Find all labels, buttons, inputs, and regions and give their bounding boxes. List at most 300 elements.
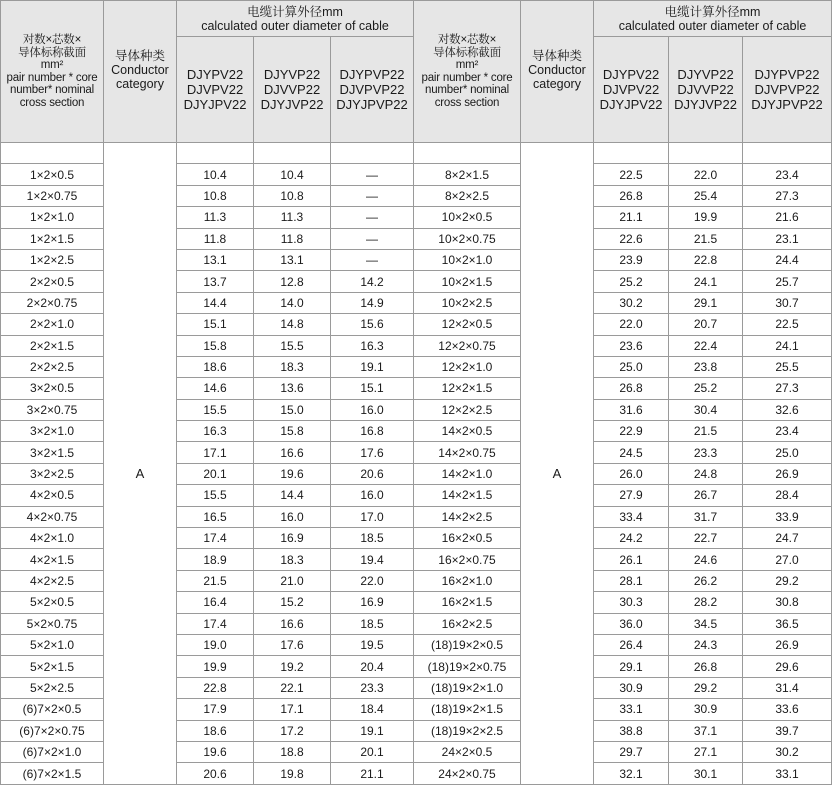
right-spec-cell: (18)19×2×0.75 <box>414 656 521 677</box>
left-diameter-b-cell: 16.9 <box>254 528 331 549</box>
left-spec-cell: 5×2×0.75 <box>1 613 104 634</box>
header-line: 导体标称截面 <box>18 46 86 59</box>
left-diameter-b-cell: 19.6 <box>254 463 331 484</box>
right-diameter-b-cell: 31.7 <box>669 506 743 527</box>
spacer-cell <box>414 143 521 164</box>
header-line: DJYPVP22 <box>339 67 405 82</box>
header-pair-core-right <box>414 1 521 143</box>
header-diameter-group-right <box>594 1 832 37</box>
left-diameter-c-cell: 16.8 <box>331 421 414 442</box>
right-spec-cell: 14×2×1.5 <box>414 485 521 506</box>
right-diameter-a-cell: 26.1 <box>594 549 669 570</box>
right-diameter-c-cell: 36.5 <box>743 613 832 634</box>
right-diameter-a-cell: 22.9 <box>594 421 669 442</box>
right-diameter-a-cell: 31.6 <box>594 399 669 420</box>
right-diameter-c-cell: 32.6 <box>743 399 832 420</box>
left-spec-cell: 3×2×0.75 <box>1 399 104 420</box>
left-diameter-a-cell: 15.8 <box>177 335 254 356</box>
left-diameter-b-cell: 15.2 <box>254 592 331 613</box>
right-spec-cell: 14×2×0.5 <box>414 421 521 442</box>
right-diameter-a-cell: 22.5 <box>594 164 669 185</box>
header-conductor-right <box>521 1 594 143</box>
left-spec-cell: 2×2×1.0 <box>1 314 104 335</box>
left-spec-cell: 1×2×0.75 <box>1 185 104 206</box>
left-diameter-b-cell: 18.8 <box>254 741 331 762</box>
right-diameter-b-cell: 20.7 <box>669 314 743 335</box>
left-diameter-c-cell: 23.3 <box>331 677 414 698</box>
right-diameter-a-cell: 29.7 <box>594 741 669 762</box>
right-spec-cell: (18)19×2×2.5 <box>414 720 521 741</box>
right-diameter-b-cell: 28.2 <box>669 592 743 613</box>
left-diameter-b-cell: 17.2 <box>254 720 331 741</box>
spacer-cell <box>331 143 414 164</box>
left-diameter-a-cell: 13.1 <box>177 249 254 270</box>
right-spec-cell: 16×2×0.5 <box>414 528 521 549</box>
right-diameter-c-cell: 24.4 <box>743 249 832 270</box>
header-col-b-left <box>254 37 331 143</box>
left-diameter-c-cell: 14.9 <box>331 292 414 313</box>
header-line: DJYJPV22 <box>599 97 663 112</box>
right-diameter-b-cell: 30.1 <box>669 763 743 784</box>
right-diameter-b-cell: 22.7 <box>669 528 743 549</box>
right-diameter-b-cell: 25.4 <box>669 185 743 206</box>
left-diameter-b-cell: 17.1 <box>254 699 331 720</box>
right-diameter-c-cell: 25.5 <box>743 356 832 377</box>
left-diameter-b-cell: 21.0 <box>254 570 331 591</box>
left-diameter-b-cell: 14.4 <box>254 485 331 506</box>
spacer-cell <box>521 143 594 164</box>
right-spec-cell: 12×2×1.0 <box>414 356 521 377</box>
left-spec-cell: 4×2×2.5 <box>1 570 104 591</box>
right-diameter-c-cell: 33.6 <box>743 699 832 720</box>
left-spec-cell: 1×2×0.5 <box>1 164 104 185</box>
left-diameter-a-cell: 11.3 <box>177 207 254 228</box>
left-diameter-c-cell: 14.2 <box>331 271 414 292</box>
left-diameter-c-cell: 15.6 <box>331 314 414 335</box>
header-line: DJVPV22 <box>186 82 244 97</box>
right-diameter-a-cell: 25.0 <box>594 356 669 377</box>
spacer-cell <box>669 143 743 164</box>
right-spec-cell: 10×2×1.0 <box>414 249 521 270</box>
left-spec-cell: 5×2×1.5 <box>1 656 104 677</box>
right-diameter-c-cell: 27.0 <box>743 549 832 570</box>
left-spec-cell: 3×2×2.5 <box>1 463 104 484</box>
right-spec-cell: 16×2×2.5 <box>414 613 521 634</box>
header-line: pair number * core <box>6 71 98 84</box>
left-diameter-c-cell: 21.1 <box>331 763 414 784</box>
right-spec-cell: 24×2×0.75 <box>414 763 521 784</box>
right-diameter-b-cell: 21.5 <box>669 421 743 442</box>
header-line: calculated outer diameter of cable <box>618 18 807 33</box>
left-diameter-c-cell: — <box>331 185 414 206</box>
left-diameter-c-cell: 18.4 <box>331 699 414 720</box>
left-diameter-b-cell: 18.3 <box>254 356 331 377</box>
header-line: 导体标称截面 <box>433 46 501 59</box>
left-spec-cell: 4×2×1.5 <box>1 549 104 570</box>
left-spec-cell: 4×2×1.0 <box>1 528 104 549</box>
left-diameter-c-cell: 15.1 <box>331 378 414 399</box>
header-line: 电缆计算外径mm <box>247 4 343 19</box>
right-spec-cell: 14×2×1.0 <box>414 463 521 484</box>
right-diameter-c-cell: 23.4 <box>743 421 832 442</box>
header-line: 电缆计算外径mm <box>664 4 761 19</box>
right-spec-cell: 12×2×1.5 <box>414 378 521 399</box>
right-diameter-b-cell: 22.8 <box>669 249 743 270</box>
right-diameter-c-cell: 23.1 <box>743 228 832 249</box>
left-diameter-c-cell: 16.0 <box>331 485 414 506</box>
left-diameter-b-cell: 14.8 <box>254 314 331 335</box>
left-spec-cell: 3×2×1.5 <box>1 442 104 463</box>
right-diameter-c-cell: 23.4 <box>743 164 832 185</box>
right-diameter-b-cell: 22.4 <box>669 335 743 356</box>
right-diameter-a-cell: 33.4 <box>594 506 669 527</box>
right-diameter-b-cell: 29.2 <box>669 677 743 698</box>
left-diameter-b-cell: 15.8 <box>254 421 331 442</box>
right-diameter-b-cell: 26.2 <box>669 570 743 591</box>
right-diameter-c-cell: 29.2 <box>743 570 832 591</box>
right-diameter-b-cell: 24.8 <box>669 463 743 484</box>
right-diameter-a-cell: 33.1 <box>594 699 669 720</box>
left-diameter-a-cell: 10.8 <box>177 185 254 206</box>
header-col-c-right <box>743 37 832 143</box>
left-diameter-a-cell: 19.6 <box>177 741 254 762</box>
left-diameter-b-cell: 10.4 <box>254 164 331 185</box>
left-diameter-c-cell: 17.6 <box>331 442 414 463</box>
right-diameter-a-cell: 22.0 <box>594 314 669 335</box>
right-spec-cell: 12×2×0.5 <box>414 314 521 335</box>
header-line: calculated outer diameter of cable <box>201 18 389 33</box>
right-spec-cell: 14×2×2.5 <box>414 506 521 527</box>
left-diameter-c-cell: 19.4 <box>331 549 414 570</box>
left-diameter-c-cell: — <box>331 228 414 249</box>
left-diameter-b-cell: 19.2 <box>254 656 331 677</box>
right-spec-cell: 16×2×0.75 <box>414 549 521 570</box>
right-diameter-a-cell: 30.3 <box>594 592 669 613</box>
header-line: category <box>533 77 581 91</box>
header-line: DJYJVP22 <box>674 97 737 112</box>
right-diameter-c-cell: 24.7 <box>743 528 832 549</box>
header-line: DJYPV22 <box>186 67 244 82</box>
left-diameter-c-cell: 16.0 <box>331 399 414 420</box>
right-spec-cell: 16×2×1.0 <box>414 570 521 591</box>
right-spec-cell: 10×2×0.5 <box>414 207 521 228</box>
header-line: pair number * core <box>421 71 513 84</box>
left-diameter-a-cell: 19.9 <box>177 656 254 677</box>
left-diameter-a-cell: 16.4 <box>177 592 254 613</box>
right-diameter-a-cell: 24.2 <box>594 528 669 549</box>
left-diameter-c-cell: — <box>331 164 414 185</box>
left-diameter-c-cell: 18.5 <box>331 613 414 634</box>
right-diameter-c-cell: 28.4 <box>743 485 832 506</box>
right-diameter-b-cell: 25.2 <box>669 378 743 399</box>
left-diameter-a-cell: 17.4 <box>177 528 254 549</box>
left-diameter-b-cell: 18.3 <box>254 549 331 570</box>
left-diameter-b-cell: 14.0 <box>254 292 331 313</box>
left-diameter-b-cell: 12.8 <box>254 271 331 292</box>
left-diameter-a-cell: 17.9 <box>177 699 254 720</box>
header-col-a-right <box>594 37 669 143</box>
header-line: 对数×芯数× <box>437 34 497 46</box>
left-diameter-c-cell: 17.0 <box>331 506 414 527</box>
right-diameter-c-cell: 30.2 <box>743 741 832 762</box>
header-line: 导体种类 <box>531 49 582 63</box>
right-diameter-a-cell: 26.0 <box>594 463 669 484</box>
header-line: DJVPVP22 <box>754 82 820 97</box>
left-spec-cell: 1×2×1.0 <box>1 207 104 228</box>
header-line: cross section <box>434 96 500 109</box>
left-diameter-a-cell: 17.1 <box>177 442 254 463</box>
spacer-cell <box>1 143 104 164</box>
right-diameter-c-cell: 30.7 <box>743 292 832 313</box>
left-spec-cell: 1×2×2.5 <box>1 249 104 270</box>
right-diameter-c-cell: 33.1 <box>743 763 832 784</box>
right-spec-cell: 8×2×1.5 <box>414 164 521 185</box>
header-col-a-left <box>177 37 254 143</box>
right-diameter-b-cell: 24.1 <box>669 271 743 292</box>
spacer-cell <box>254 143 331 164</box>
right-diameter-a-cell: 22.6 <box>594 228 669 249</box>
right-diameter-c-cell: 31.4 <box>743 677 832 698</box>
right-spec-cell: 12×2×0.75 <box>414 335 521 356</box>
left-diameter-b-cell: 19.8 <box>254 763 331 784</box>
left-diameter-b-cell: 13.1 <box>254 249 331 270</box>
left-diameter-b-cell: 13.6 <box>254 378 331 399</box>
right-spec-cell: (18)19×2×1.0 <box>414 677 521 698</box>
header-diameter-group-left <box>177 1 414 37</box>
right-diameter-c-cell: 39.7 <box>743 720 832 741</box>
left-spec-cell: 2×2×0.75 <box>1 292 104 313</box>
left-diameter-a-cell: 15.5 <box>177 485 254 506</box>
left-diameter-b-cell: 15.0 <box>254 399 331 420</box>
conductor-category-right: A <box>521 164 594 784</box>
left-diameter-a-cell: 22.8 <box>177 677 254 698</box>
header-col-b-right <box>669 37 743 143</box>
right-spec-cell: (18)19×2×1.5 <box>414 699 521 720</box>
right-diameter-c-cell: 26.9 <box>743 463 832 484</box>
right-diameter-a-cell: 36.0 <box>594 613 669 634</box>
header-pair-core-left <box>1 1 104 143</box>
right-spec-cell: 10×2×2.5 <box>414 292 521 313</box>
header-line: DJYPVP22 <box>754 67 820 82</box>
right-spec-cell: 10×2×0.75 <box>414 228 521 249</box>
left-diameter-b-cell: 17.6 <box>254 634 331 655</box>
left-diameter-a-cell: 16.3 <box>177 421 254 442</box>
header-conductor-left <box>104 1 177 143</box>
right-diameter-b-cell: 24.6 <box>669 549 743 570</box>
left-spec-cell: (6)7×2×0.75 <box>1 720 104 741</box>
left-diameter-a-cell: 10.4 <box>177 164 254 185</box>
spacer-cell <box>743 143 832 164</box>
right-diameter-a-cell: 27.9 <box>594 485 669 506</box>
header-line: DJVPVP22 <box>339 82 405 97</box>
left-spec-cell: (6)7×2×1.0 <box>1 741 104 762</box>
left-spec-cell: 1×2×1.5 <box>1 228 104 249</box>
right-spec-cell: 10×2×1.5 <box>414 271 521 292</box>
right-diameter-b-cell: 27.1 <box>669 741 743 762</box>
left-spec-cell: 4×2×0.5 <box>1 485 104 506</box>
right-spec-cell: 14×2×0.75 <box>414 442 521 463</box>
header-line: DJYVP22 <box>677 67 734 82</box>
right-diameter-a-cell: 21.1 <box>594 207 669 228</box>
right-diameter-c-cell: 30.8 <box>743 592 832 613</box>
left-diameter-a-cell: 18.9 <box>177 549 254 570</box>
left-spec-cell: 5×2×1.0 <box>1 634 104 655</box>
left-spec-cell: 2×2×1.5 <box>1 335 104 356</box>
right-diameter-b-cell: 19.9 <box>669 207 743 228</box>
left-diameter-a-cell: 13.7 <box>177 271 254 292</box>
header-col-c-left <box>331 37 414 143</box>
left-diameter-a-cell: 17.4 <box>177 613 254 634</box>
header-line: DJYVP22 <box>263 67 321 82</box>
header-line: 导体种类 <box>114 49 165 63</box>
right-diameter-c-cell: 25.7 <box>743 271 832 292</box>
header-line: DJYJPVP22 <box>336 97 408 112</box>
header-line: DJVPV22 <box>602 82 660 97</box>
left-diameter-c-cell: 19.1 <box>331 720 414 741</box>
left-spec-cell: 2×2×0.5 <box>1 271 104 292</box>
header-line: DJYJPV22 <box>183 97 247 112</box>
right-diameter-c-cell: 33.9 <box>743 506 832 527</box>
header-line: Conductor <box>528 63 586 77</box>
left-diameter-a-cell: 18.6 <box>177 720 254 741</box>
header-line: mm² <box>40 59 64 71</box>
left-diameter-a-cell: 14.4 <box>177 292 254 313</box>
right-diameter-a-cell: 30.9 <box>594 677 669 698</box>
right-diameter-b-cell: 29.1 <box>669 292 743 313</box>
right-diameter-a-cell: 28.1 <box>594 570 669 591</box>
header-line: cross section <box>19 96 85 109</box>
right-diameter-c-cell: 22.5 <box>743 314 832 335</box>
right-diameter-b-cell: 23.8 <box>669 356 743 377</box>
right-diameter-c-cell: 29.6 <box>743 656 832 677</box>
right-diameter-a-cell: 38.8 <box>594 720 669 741</box>
left-spec-cell: 5×2×0.5 <box>1 592 104 613</box>
left-diameter-b-cell: 10.8 <box>254 185 331 206</box>
left-diameter-b-cell: 16.6 <box>254 442 331 463</box>
left-diameter-a-cell: 16.5 <box>177 506 254 527</box>
left-diameter-b-cell: 11.3 <box>254 207 331 228</box>
right-diameter-b-cell: 30.4 <box>669 399 743 420</box>
left-diameter-b-cell: 22.1 <box>254 677 331 698</box>
left-diameter-c-cell: 19.1 <box>331 356 414 377</box>
table-header <box>1 1 832 143</box>
right-diameter-a-cell: 26.4 <box>594 634 669 655</box>
left-diameter-c-cell: 16.3 <box>331 335 414 356</box>
right-diameter-c-cell: 27.3 <box>743 185 832 206</box>
left-diameter-a-cell: 20.1 <box>177 463 254 484</box>
right-diameter-b-cell: 23.3 <box>669 442 743 463</box>
right-spec-cell: 12×2×2.5 <box>414 399 521 420</box>
left-diameter-c-cell: 18.5 <box>331 528 414 549</box>
left-diameter-a-cell: 15.1 <box>177 314 254 335</box>
header-line: DJYPV22 <box>602 67 660 82</box>
left-diameter-a-cell: 20.6 <box>177 763 254 784</box>
spacer-cell <box>594 143 669 164</box>
left-diameter-c-cell: 20.6 <box>331 463 414 484</box>
right-diameter-b-cell: 34.5 <box>669 613 743 634</box>
right-diameter-c-cell: 26.9 <box>743 634 832 655</box>
spacer-cell <box>177 143 254 164</box>
header-line: DJVVP22 <box>263 82 321 97</box>
right-diameter-a-cell: 29.1 <box>594 656 669 677</box>
left-diameter-a-cell: 19.0 <box>177 634 254 655</box>
right-diameter-a-cell: 23.6 <box>594 335 669 356</box>
header-spacer-row <box>1 143 832 164</box>
left-diameter-a-cell: 21.5 <box>177 570 254 591</box>
left-diameter-b-cell: 16.0 <box>254 506 331 527</box>
right-diameter-a-cell: 32.1 <box>594 763 669 784</box>
left-diameter-b-cell: 11.8 <box>254 228 331 249</box>
left-diameter-a-cell: 18.6 <box>177 356 254 377</box>
left-diameter-c-cell: — <box>331 249 414 270</box>
header-line: DJYJPVP22 <box>751 97 823 112</box>
left-spec-cell: 2×2×2.5 <box>1 356 104 377</box>
header-line: mm² <box>455 59 479 71</box>
header-line: 对数×芯数× <box>22 34 82 46</box>
right-diameter-a-cell: 24.5 <box>594 442 669 463</box>
right-diameter-a-cell: 25.2 <box>594 271 669 292</box>
right-diameter-a-cell: 23.9 <box>594 249 669 270</box>
right-diameter-b-cell: 24.3 <box>669 634 743 655</box>
left-spec-cell: (6)7×2×1.5 <box>1 763 104 784</box>
left-spec-cell: 3×2×1.0 <box>1 421 104 442</box>
left-diameter-c-cell: 22.0 <box>331 570 414 591</box>
left-spec-cell: 3×2×0.5 <box>1 378 104 399</box>
right-diameter-c-cell: 25.0 <box>743 442 832 463</box>
right-diameter-b-cell: 26.7 <box>669 485 743 506</box>
left-diameter-c-cell: — <box>331 207 414 228</box>
left-diameter-c-cell: 16.9 <box>331 592 414 613</box>
left-diameter-b-cell: 16.6 <box>254 613 331 634</box>
left-diameter-c-cell: 20.4 <box>331 656 414 677</box>
right-diameter-a-cell: 26.8 <box>594 378 669 399</box>
right-diameter-c-cell: 24.1 <box>743 335 832 356</box>
left-diameter-c-cell: 20.1 <box>331 741 414 762</box>
spacer-cell <box>104 143 177 164</box>
left-diameter-a-cell: 11.8 <box>177 228 254 249</box>
left-diameter-a-cell: 15.5 <box>177 399 254 420</box>
right-spec-cell: 8×2×2.5 <box>414 185 521 206</box>
right-diameter-a-cell: 26.8 <box>594 185 669 206</box>
table-row <box>1 164 832 185</box>
right-spec-cell: (18)19×2×0.5 <box>414 634 521 655</box>
right-diameter-b-cell: 22.0 <box>669 164 743 185</box>
left-diameter-a-cell: 14.6 <box>177 378 254 399</box>
left-spec-cell: (6)7×2×0.5 <box>1 699 104 720</box>
right-spec-cell: 16×2×1.5 <box>414 592 521 613</box>
header-line: category <box>116 77 164 91</box>
left-diameter-c-cell: 19.5 <box>331 634 414 655</box>
right-spec-cell: 24×2×0.5 <box>414 741 521 762</box>
left-spec-cell: 5×2×2.5 <box>1 677 104 698</box>
right-diameter-a-cell: 30.2 <box>594 292 669 313</box>
right-diameter-b-cell: 21.5 <box>669 228 743 249</box>
header-line: DJYJVP22 <box>260 97 324 112</box>
header-line: number* nominal <box>425 84 509 96</box>
conductor-category-left: A <box>104 164 177 784</box>
right-diameter-b-cell: 30.9 <box>669 699 743 720</box>
right-diameter-c-cell: 21.6 <box>743 207 832 228</box>
right-diameter-b-cell: 37.1 <box>669 720 743 741</box>
header-line: Conductor <box>111 63 169 77</box>
header-line: number* nominal <box>10 84 94 96</box>
left-diameter-b-cell: 15.5 <box>254 335 331 356</box>
right-diameter-c-cell: 27.3 <box>743 378 832 399</box>
table-body <box>1 143 832 785</box>
right-diameter-b-cell: 26.8 <box>669 656 743 677</box>
header-line: DJVVP22 <box>677 82 734 97</box>
left-spec-cell: 4×2×0.75 <box>1 506 104 527</box>
